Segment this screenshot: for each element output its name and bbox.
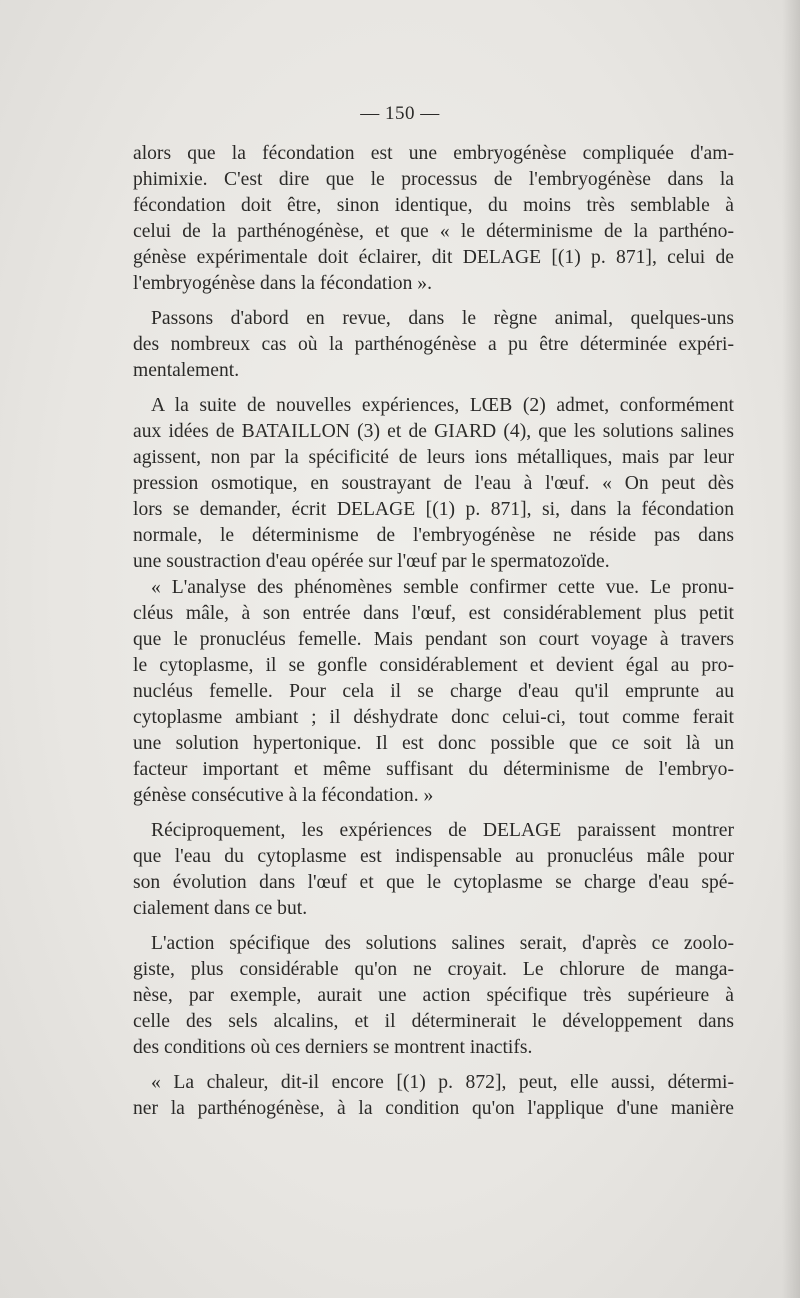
text-line: fécondation doit être, sinon identique, du moins très semblable à — [133, 195, 734, 216]
paragraph — [133, 931, 734, 1061]
text-line: agissent, non par la spécificité de leurs ions métalliques, mais par leur — [133, 447, 734, 468]
text-line: « L'analyse des phénomènes semble confirmer cette vue. Le pronu- — [151, 577, 734, 598]
text-line: une solution hypertonique. Il est donc possible que ce soit là un — [133, 733, 734, 754]
text-line: Réciproquement, les expériences de DELAGE paraissent montrer — [151, 820, 734, 841]
text-line: « La chaleur, dit-il encore [(1) p. 872], peut, elle aussi, détermi- — [151, 1072, 734, 1093]
text-line: celle des sels alcalins, et il déterminerait le développement dans — [133, 1011, 734, 1032]
text-line: celui de la parthénogénèse, et que « le déterminisme de la parthéno- — [133, 221, 734, 242]
text-line: Passons d'abord en revue, dans le règne animal, quelques-uns — [151, 308, 734, 329]
text-line: mentalement. — [133, 360, 240, 381]
text-line: que l'eau du cytoplasme est indispensable au pronucléus mâle pour — [133, 846, 734, 867]
text-line: l'embryogénèse dans la fécondation ». — [133, 273, 432, 294]
text-line: pression osmotique, en soustrayant de l'eau à l'œuf. « On peut dès — [133, 473, 734, 494]
text-line: facteur important et même suffisant du déterminisme de l'embryo- — [133, 759, 734, 780]
text-line: alors que la fécondation est une embryogénèse compliquée d'am- — [133, 143, 734, 164]
page-number: — 150 — — [360, 103, 440, 124]
page-edge-shadow — [782, 0, 800, 1298]
text-line: son évolution dans l'œuf et que le cytoplasme se charge d'eau spé- — [133, 872, 734, 893]
text-line: giste, plus considérable qu'on ne croyait. Le chlorure de manga- — [133, 959, 734, 980]
text-line: L'action spécifique des solutions salines serait, d'après ce zoolo- — [151, 933, 734, 954]
paragraph — [133, 818, 734, 922]
text-line: cléus mâle, à son entrée dans l'œuf, est considérablement plus petit — [133, 603, 734, 624]
body-text — [133, 141, 734, 1122]
text-line: normale, le déterminisme de l'embryogénèse ne réside pas dans — [133, 525, 734, 546]
text-line: une soustraction d'eau opérée sur l'œuf par le spermatozoïde. — [133, 551, 610, 572]
text-line: nèse, par exemple, aurait une action spécifique très supérieure à — [133, 985, 734, 1006]
paragraph — [133, 575, 734, 809]
text-line: lors se demander, écrit DELAGE [(1) p. 871], si, dans la fécondation — [133, 499, 734, 520]
paragraph — [133, 393, 734, 575]
text-line: aux idées de BATAILLON (3) et de GIARD (4), que les solutions salines — [133, 421, 734, 442]
text-line: ner la parthénogénèse, à la condition qu'on l'applique d'une manière — [133, 1098, 734, 1119]
text-line: génèse expérimentale doit éclairer, dit DELAGE [(1) p. 871], celui de — [133, 247, 734, 268]
paragraph — [133, 141, 734, 297]
text-line: des conditions où ces derniers se montrent inactifs. — [133, 1037, 533, 1058]
text-line: nucléus femelle. Pour cela il se charge d'eau qu'il emprunte au — [133, 681, 734, 702]
paragraph — [133, 306, 734, 384]
text-line: le cytoplasme, il se gonfle considérablement et devient égal au pro- — [133, 655, 734, 676]
text-line: génèse consécutive à la fécondation. » — [133, 785, 434, 806]
text-line: cialement dans ce but. — [133, 898, 308, 919]
paragraph — [133, 1070, 734, 1122]
text-line: cytoplasme ambiant ; il déshydrate donc celui-ci, tout comme ferait — [133, 707, 734, 728]
text-line: phimixie. C'est dire que le processus de l'embryogénèse dans la — [133, 169, 734, 190]
text-line: des nombreux cas où la parthénogénèse a pu être déterminée expéri- — [133, 334, 734, 355]
text-line: que le pronucléus femelle. Mais pendant son court voyage à travers — [133, 629, 734, 650]
text-line: A la suite de nouvelles expériences, LŒB (2) admet, conformément — [151, 395, 734, 416]
